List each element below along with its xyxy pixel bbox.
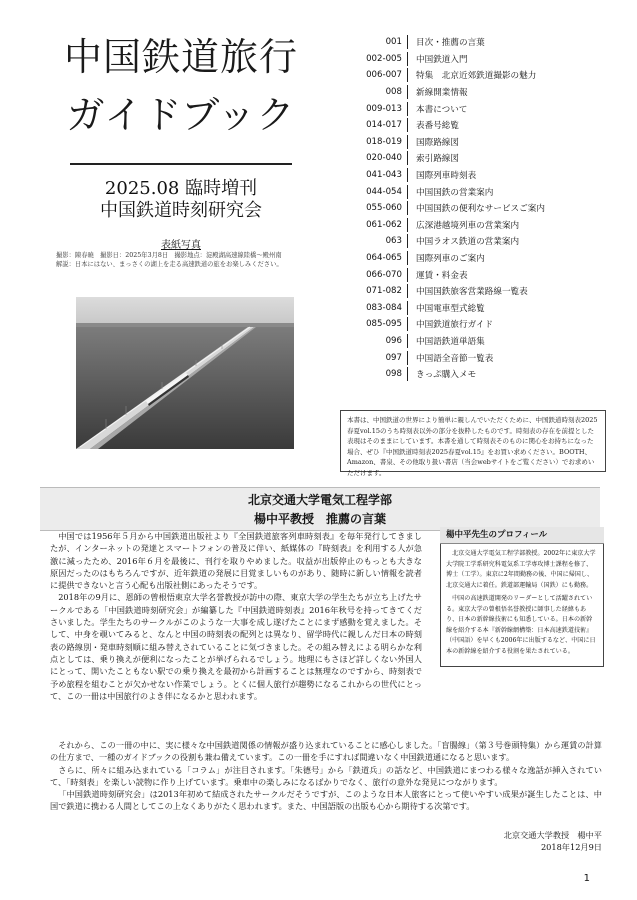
toc-entry	[340, 316, 605, 333]
toc-separator	[407, 367, 408, 381]
cover-note-caption: 解説：日本にはない、まっさくの湖上を走る高速鉄道の旅をお楽しみください。	[56, 261, 283, 268]
page-number: 1	[583, 873, 590, 884]
toc-title: 広深港越境列車の営業案内	[416, 220, 520, 231]
toc-title: 目次・推薦の言葉	[416, 38, 485, 49]
signature-date: 2018年12月9日	[540, 842, 602, 852]
toc-entry	[340, 183, 605, 200]
toc-page-range: 066-070	[366, 269, 402, 280]
toc-page-range: 083-084	[366, 302, 402, 313]
toc-title: きっぷ購入メモ	[416, 370, 477, 381]
toc-page-range: 002-005	[366, 53, 402, 64]
toc-entry	[340, 100, 605, 117]
toc-separator	[407, 284, 408, 298]
publisher: 中国鉄道時刻研究会	[100, 200, 262, 221]
paragraph: 2018年の9月に、恩師の曾根悟東京大学名誉教授が訪中の際、東京大学の学生たちが立ち上げたサークルである「中国鉄道時刻研究会」が編纂した『中国鉄道時刻表』2016年秋号を持ってきてくださいました。学生たちのサークルがこのような一大事を成し遂げたことにまず感動を覚えました。そして、中身を覗いてみると、なんと中国の時刻表の配列とは異なり、留学時代に親しんだ日本の時刻表の路線別・発車時刻順に組み替えされていることに気づきました。その組み替えによる明らかな利点としては、乗り換えが便利になったことが挙げられるでしょう。地理にもさほど詳しくない外国人にとって、開いたこともない駅での乗り換えを最初から計画することは無理なのですから、時刻表で予め旅程を組むことが欠かせない作業でしょう。とくに個人旅行が趨勢になるこれからの世代にとって、この一冊は中国旅行のよき伴になるかと思われます。	[50, 592, 422, 701]
toc-page-range: 018-019	[366, 136, 402, 147]
toc-entry	[340, 217, 605, 234]
toc-title: 国際列車時刻表	[416, 171, 477, 182]
title-divider	[70, 163, 292, 165]
book-title-line2: ガイドブック	[66, 93, 296, 137]
profile-text	[446, 549, 598, 660]
toc-entry	[340, 233, 605, 250]
toc-title: 中国電車型式総覧	[416, 303, 485, 314]
toc-page-range: 085-095	[366, 319, 402, 330]
toc-title: 中国国鉄の営業案内	[416, 187, 494, 198]
toc-separator	[407, 218, 408, 232]
book-title	[50, 28, 312, 144]
toc-title: 特集 北京近郊鉄道撮影の魅力	[416, 71, 537, 82]
toc-title: 国際路線図	[416, 137, 459, 148]
issue-date: 2025.08 臨時増刊	[104, 178, 258, 199]
table-of-contents	[340, 34, 605, 382]
toc-separator	[407, 52, 408, 66]
toc-title: 中国語鉄道単語集	[416, 336, 485, 347]
toc-entry	[340, 34, 605, 51]
toc-page-range: 006-007	[366, 70, 402, 81]
cover-note-credit: 撮影：陳春暁 撮影日：2025年3月8日 撮影地点：淀殿湖高速線陸橋～殿州南	[56, 252, 282, 259]
toc-separator	[407, 118, 408, 132]
toc-separator	[407, 85, 408, 99]
toc-page-range: 044-054	[366, 186, 402, 197]
issue-info	[60, 178, 302, 222]
toc-entry	[340, 250, 605, 267]
signature	[350, 829, 602, 853]
toc-separator	[407, 151, 408, 165]
toc-entry	[340, 134, 605, 151]
toc-page-range: 097	[385, 352, 402, 363]
toc-entry	[340, 349, 605, 366]
toc-entry	[340, 283, 605, 300]
toc-separator	[407, 68, 408, 82]
banner-title: 楊中平教授 推薦の言葉	[253, 512, 386, 526]
paragraph: 中国では1956年５月から中国鉄道出版社より『全国鉄道旅客列車時刻表』を毎年発行してきましたが、インターネットの発達とスマートフォンの普及に伴い、紙媒体の『時刻表』を利用する人が急激に減ったため、2016年６月を最後に、刊行を取りやめました。収益が出版停止のもっとも大きな原因だったのはもちろんですが、近年鉄道の発展に目覚ましいものがあり、随時に新しい情報を読者に提供できないと言う心配も出版社側にあったそうです。	[50, 531, 422, 591]
recommendation-text-upper	[50, 530, 422, 702]
recommendation-text-lower	[50, 739, 602, 813]
toc-page-range: 063	[385, 236, 402, 247]
toc-page-range: 098	[385, 369, 402, 380]
toc-title: 中国国鉄旅客営業路線一覧表	[416, 287, 528, 298]
cover-photo	[76, 297, 294, 449]
toc-separator	[407, 334, 408, 348]
toc-entry	[340, 84, 605, 101]
banner-affiliation: 北京交通大学電気工程学部	[247, 493, 392, 507]
toc-entry	[340, 150, 605, 167]
toc-title: 新線開業情報	[416, 88, 468, 99]
toc-separator	[407, 317, 408, 331]
toc-entry	[340, 333, 605, 350]
toc-entry	[340, 300, 605, 317]
toc-title: 国際列車のご案内	[416, 254, 485, 265]
toc-page-range: 001	[385, 37, 402, 48]
toc-page-range: 008	[385, 87, 402, 98]
toc-separator	[407, 301, 408, 315]
toc-title: 中国鉄道旅行ガイド	[416, 320, 494, 331]
toc-page-range: 071-082	[366, 286, 402, 297]
toc-separator	[407, 102, 408, 116]
toc-separator	[407, 135, 408, 149]
book-title-line1: 中国鉄道旅行	[63, 35, 298, 79]
toc-page-range: 041-043	[366, 170, 402, 181]
toc-title: 中国語全音節一覧表	[416, 353, 494, 364]
toc-title: 表番号総覧	[416, 121, 459, 132]
paragraph: さらに、所々に組み込まれている「コラム」が注目されます。「朱德号」から「鉄道兵」の話など、中国鉄道にまつわる様々な逸話が挿入されていて、「時刻表」を楽しい読物に作り上げています。乗車中の楽しみになるばかりでなく、旅行の意外な発見につながります。	[50, 764, 602, 787]
toc-page-range: 020-040	[366, 153, 402, 164]
toc-entry	[340, 266, 605, 283]
signature-name: 北京交通大学教授 楊中平	[503, 830, 602, 840]
toc-page-range: 055-060	[366, 203, 402, 214]
toc-title: 本書について	[416, 104, 468, 115]
toc-note-box: 本書は、中国鉄道の世界により簡単に親しんでいただくために、中国鉄道時刻表2025春夏vol.15のうち時刻表以外の部分を抜粋したものです。時刻表の存在を前提とした表現はそのままにしています。本書を通して時刻表そのものに関心をお持ちになった場合、ぜひ『中国鉄道時刻表2025春夏vol.15』をお買い求めください。BOOTH、Amazon、書泉、その他取り扱い書店（当会webサイトをご覧ください）でお求めいただけます。	[340, 410, 606, 472]
toc-title: 運賃・料金表	[416, 270, 468, 281]
toc-page-range: 061-062	[366, 219, 402, 230]
toc-separator	[407, 351, 408, 365]
toc-entry	[340, 366, 605, 383]
toc-page-range: 096	[385, 335, 402, 346]
toc-title: 中国ラオス鉄道の営業案内	[416, 237, 520, 248]
toc-separator	[407, 268, 408, 282]
toc-title: 索引路線図	[416, 154, 459, 165]
toc-separator	[407, 168, 408, 182]
toc-entry	[340, 200, 605, 217]
toc-entry	[340, 51, 605, 68]
profile-paragraph: 北京交通大学電気工程学部教授。2002年に東京大学大学院工学系研究科電気系工学専攻博士課程を修了、博士（工学）。東京に2年間勤務の後、中国に帰国し、北京交通大に着任。鉄道部運輸局（国鉄）にも勤務。	[446, 550, 596, 589]
paragraph: 「中国鉄道時刻研究会」は2013年初めて結成されたサークルだそうですが、このような日本人旅客にとって使いやすい成果が誕生したことは、中国で鉄道に携わる人間としてこの上なくありがたく思われます。また、中国語版の出版も心から期待する次第です。	[50, 789, 602, 812]
toc-title: 中国鉄道入門	[416, 54, 468, 65]
toc-separator	[407, 201, 408, 215]
toc-page-range: 064-065	[366, 253, 402, 264]
toc-entry	[340, 167, 605, 184]
toc-separator	[407, 185, 408, 199]
toc-entry	[340, 67, 605, 84]
profile-heading: 楊中平先生のプロフィール	[440, 527, 604, 544]
toc-entry	[340, 117, 605, 134]
profile-paragraph: 中国の高速鉄道開発のリーダーとして活躍されている。東京大学の曾根悟名誉教授に師事した経緯もあり、日本の新幹線技術にも知悉している。日本の新幹線を紹介する本『新幹線網構築：日本高速鉄道技術』（中国語）を早くも2006年に出版するなど、中国に日本の新幹線を紹介する役割を果たされている。	[446, 595, 596, 655]
toc-page-range: 009-013	[366, 103, 402, 114]
paragraph: それから、この一冊の中に、実に様々な中国鉄道関係の情報が盛り込まれていることに感心しました。「盲腸線」（第３号巻頭特集）から運賃の計算の仕方まで、一種のガイドブックの役割も兼ね備えています。この一冊を手にすれば間違いなく中国鉄道通になると思います。	[50, 740, 602, 763]
toc-page-range: 014-017	[366, 120, 402, 131]
cover-photo-note	[56, 251, 308, 269]
cover-photo-heading: 表紙写真	[161, 240, 201, 251]
toc-separator	[407, 35, 408, 49]
toc-separator	[407, 234, 408, 248]
toc-separator	[407, 251, 408, 265]
toc-title: 中国国鉄の便利なサービスご案内	[416, 204, 545, 215]
